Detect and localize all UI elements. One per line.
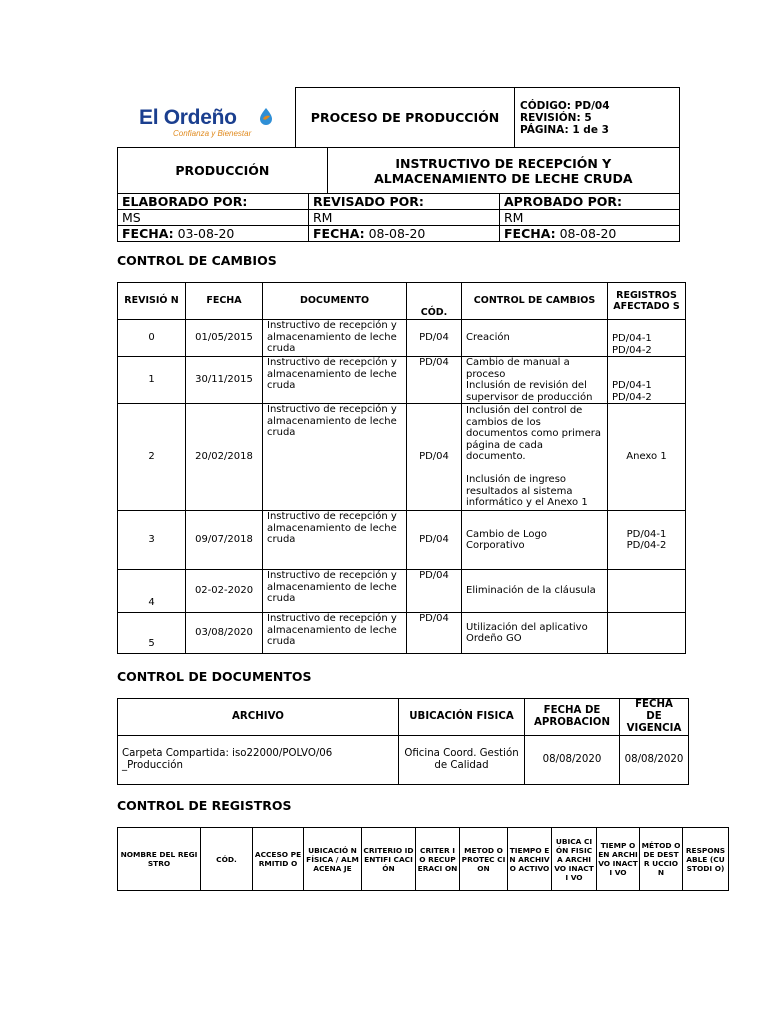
- change-control: Cambio de Logo Corporativo: [462, 511, 608, 570]
- change-documento: Instructivo de recepción y almacenamiento de leche cruda: [263, 357, 407, 404]
- documents-table: [117, 698, 689, 785]
- elaborado-label: ELABORADO POR:: [118, 194, 309, 210]
- change-fecha: 02-02-2020: [186, 570, 263, 613]
- header-archivo: ARCHIVO: [118, 699, 399, 736]
- change-cod: PD/04: [407, 613, 462, 654]
- change-row: [118, 570, 686, 613]
- control-cambios-title: CONTROL DE CAMBIOS: [117, 253, 277, 268]
- change-control: Utilización del aplicativo Ordeño GO: [462, 613, 608, 654]
- records-header-cell: MÉTOD O DE DESTR UCCIO N: [640, 828, 683, 891]
- changes-table: [117, 282, 686, 654]
- fecha-label: FECHA:: [122, 226, 174, 241]
- change-registros: PD/04-1 PD/04-2: [608, 320, 686, 357]
- fecha-aprobado-value: 08-08-20: [559, 226, 617, 241]
- approval-table: [117, 193, 680, 242]
- records-header-cell: CRITER IO RECUP ERACI ON: [416, 828, 460, 891]
- header-revision: REVISIÓ N: [118, 283, 186, 320]
- fecha-elaborado: [118, 226, 309, 242]
- control-documentos-title: CONTROL DE DOCUMENTOS: [117, 669, 312, 684]
- change-revision: 0: [118, 320, 186, 357]
- change-registros: PD/04-1 PD/04-2: [608, 511, 686, 570]
- change-cod: PD/04: [407, 570, 462, 613]
- process-title: PROCESO DE PRODUCCIÓN: [296, 88, 515, 148]
- fecha-label: FECHA:: [313, 226, 365, 241]
- change-revision: 1: [118, 357, 186, 404]
- change-cod: PD/04: [407, 357, 462, 404]
- change-documento: Instructivo de recepción y almacenamiento de leche cruda: [263, 511, 407, 570]
- fecha-vigencia-value: 08/08/2020: [620, 736, 689, 785]
- area-name: PRODUCCIÓN: [118, 148, 328, 194]
- change-control: Cambio de manual a proceso Inclusión de revisión del supervisor de producción: [462, 357, 608, 404]
- records-header-cell: UBICA CIÓN FISICA ARCHI VO INACTI VO: [552, 828, 597, 891]
- change-control: Inclusión del control de cambios de los documentos como primera página de cada documento. Inclusión de ingreso resultados al sistema informático y el Anexo 1: [462, 404, 608, 511]
- change-registros: PD/04-1 PD/04-2: [608, 357, 686, 404]
- header-fecha: FECHA: [186, 283, 263, 320]
- header-table: [117, 87, 680, 148]
- change-row: [118, 613, 686, 654]
- change-documento: Instructivo de recepción y almacenamiento de leche cruda: [263, 570, 407, 613]
- changes-body: [118, 320, 686, 654]
- fecha-aprobado: [500, 226, 680, 242]
- records-header-cell: UBICACIÓ N FÍSICA / ALMACENA JE: [304, 828, 362, 891]
- records-header-cell: TIEMP O EN ARCHI VO INACTI VO: [597, 828, 640, 891]
- aprobado-value: RM: [500, 210, 680, 226]
- change-control: Creación: [462, 320, 608, 357]
- change-registros: [608, 613, 686, 654]
- header-documento: DOCUMENTO: [263, 283, 407, 320]
- logo-tagline: Confianza y Bienestar: [173, 128, 252, 138]
- change-row: [118, 320, 686, 357]
- logo: [117, 88, 296, 148]
- records-header-cell: TIEMPO EN ARCHIV O ACTIVO: [508, 828, 552, 891]
- control-registros-title: CONTROL DE REGISTROS: [117, 798, 292, 813]
- document-page: PÁGINA: 1 de 3: [520, 123, 609, 136]
- fecha-revisado-value: 08-08-20: [368, 226, 426, 241]
- document-revision: REVISIÓN: 5: [520, 111, 592, 124]
- header-cod: CÓD.: [407, 283, 462, 320]
- header-fecha-vigencia: FECHA DE VIGENCIA: [620, 699, 689, 736]
- change-row: [118, 404, 686, 511]
- document-title: INSTRUCTIVO DE RECEPCIÓN Y ALMACENAMIENTO DE LECHE CRUDA: [327, 148, 679, 194]
- header-ubicacion: UBICACIÓN FISICA: [399, 699, 525, 736]
- change-row: [118, 511, 686, 570]
- change-fecha: 20/02/2018: [186, 404, 263, 511]
- change-fecha: 03/08/2020: [186, 613, 263, 654]
- header-control-cambios: CONTROL DE CAMBIOS: [462, 283, 608, 320]
- header-registros: REGISTROS AFECTADO S: [608, 283, 686, 320]
- change-row: [118, 357, 686, 404]
- logo-wordmark: El Ordeño: [139, 105, 237, 129]
- records-table: [117, 827, 729, 891]
- records-header-cell: RESPONS ABLE (CUSTODI O): [683, 828, 729, 891]
- change-cod: PD/04: [407, 511, 462, 570]
- records-header-cell: CRITERIO IDENTIFI CACIÓN: [362, 828, 416, 891]
- change-documento: Instructivo de recepción y almacenamiento de leche cruda: [263, 320, 407, 357]
- elaborado-value: MS: [118, 210, 309, 226]
- revisado-label: REVISADO POR:: [309, 194, 500, 210]
- change-cod: PD/04: [407, 404, 462, 511]
- records-header-cell: CÓD.: [201, 828, 253, 891]
- records-header-row: [118, 828, 729, 891]
- archivo-value: Carpeta Compartida: iso22000/POLVO/06 _Producción: [118, 736, 399, 785]
- fecha-revisado: [309, 226, 500, 242]
- change-revision: 5: [118, 613, 186, 654]
- revisado-value: RM: [309, 210, 500, 226]
- document-code: CÓDIGO: PD/04: [520, 99, 610, 112]
- change-fecha: 01/05/2015: [186, 320, 263, 357]
- change-revision: 3: [118, 511, 186, 570]
- ubicacion-value: Oficina Coord. Gestión de Calidad: [399, 736, 525, 785]
- header-info-table: [117, 147, 680, 194]
- document-code-block: [515, 88, 680, 148]
- aprobado-label: APROBADO POR:: [500, 194, 680, 210]
- change-fecha: 30/11/2015: [186, 357, 263, 404]
- change-cod: PD/04: [407, 320, 462, 357]
- fecha-aprobacion-value: 08/08/2020: [525, 736, 620, 785]
- change-fecha: 09/07/2018: [186, 511, 263, 570]
- change-control: Eliminación de la cláusula: [462, 570, 608, 613]
- change-documento: Instructivo de recepción y almacenamiento de leche cruda: [263, 404, 407, 511]
- records-header-cell: ACCESO PERMITID O: [253, 828, 304, 891]
- records-header-cell: NOMBRE DEL REGISTRO: [118, 828, 201, 891]
- change-registros: [608, 570, 686, 613]
- records-header-cell: METOD O PROTEC CION: [460, 828, 508, 891]
- change-revision: 4: [118, 570, 186, 613]
- change-revision: 2: [118, 404, 186, 511]
- change-documento: Instructivo de recepción y almacenamiento de leche cruda: [263, 613, 407, 654]
- fecha-elaborado-value: 03-08-20: [177, 226, 235, 241]
- header-fecha-aprobacion: FECHA DE APROBACION: [525, 699, 620, 736]
- fecha-label: FECHA:: [504, 226, 556, 241]
- logo-drop-icon: [258, 107, 274, 125]
- change-registros: Anexo 1: [608, 404, 686, 511]
